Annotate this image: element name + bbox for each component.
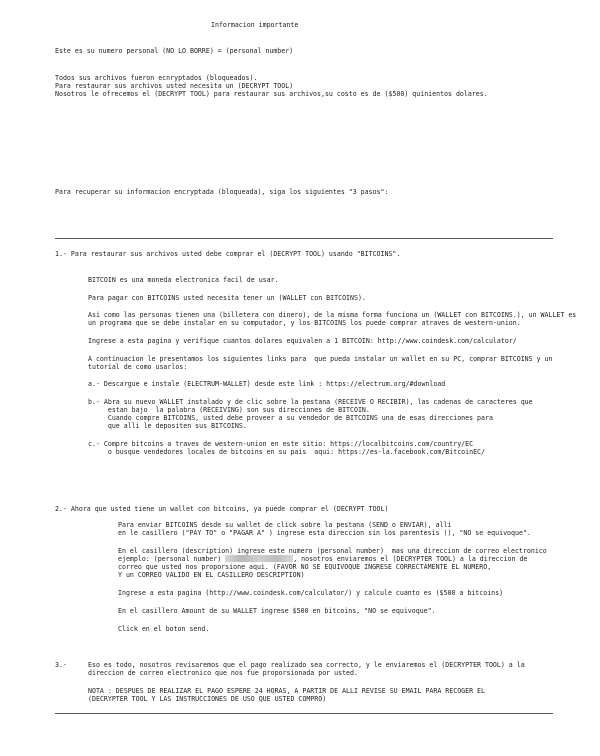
step3-text: direccion de correo electronico que nos fue proporsionada por usted. xyxy=(88,669,358,677)
step1-item-b: Cuando compre BITCOINS, usted debe proveer a su vendedor de BITCOINS una de esas direcciones para xyxy=(88,414,493,422)
step1-paragraph: Asi como las personas tienen una (billetera con dinero), de la misma forma funciona un (WALLET con BITCOINS.), un WALLET es xyxy=(88,311,577,319)
step1-item-b: estan bajo la palabra (RECEIVING) son sus direcciones de BITCOIN. xyxy=(88,406,370,414)
step2-paragraph: Ingrese a esta pagina (http://www.coindesk.com/calculator/) y calcule cuanto es ($500 a bitcoins) xyxy=(118,589,504,597)
step1-paragraph: un programa que se debe instalar en su computador, y los BITCOINS los puede comprar atraves de western-union. xyxy=(88,319,521,327)
step1-item-c: o busque vendedores locales de bitcoins en su pais aqui: https://es-la.facebook.com/BitcoinEC/ xyxy=(88,448,485,456)
step2-example-suffix: , nosotros enviaremos el (DECRYPTER TOOL) a la direccion de xyxy=(293,555,528,563)
step1-item-c: c.- Compre bitcoins a traves de western-union en este sitio: https://localbitcoins.com/country/EC xyxy=(88,440,474,448)
divider xyxy=(55,238,553,239)
personal-number-line: Este es su numero personal (NO LO BORRE) = (personal number) xyxy=(55,47,294,55)
step1-heading: 1.- Para restaurar sus archivos usted debe comprar el (DECRYPT TOOL) usando "BITCOINS". xyxy=(55,250,401,258)
step3-text: Eso es todo, nosotros revisaremos que el pago realizado sea correcto, y le enviaremos el (DECRYPTER TOOL) a la xyxy=(88,661,525,669)
step2-paragraph: En el casillero Amount de su WALLET ingrese $500 en bitcoins, "NO se equivoque". xyxy=(118,607,436,615)
step2-example-prefix: ejemplo: (personal number) xyxy=(118,555,226,563)
step1-item-b: que alli le depositen sus BITCOINS. xyxy=(88,422,247,430)
step1-item-b: b.- Abra su nuevo WALLET instalado y de clic sobre la pestana (RECEIVE O RECIBIR), las cadenas de caracteres que xyxy=(88,398,533,406)
step3-number: 3.- xyxy=(55,661,67,669)
step1-paragraph: tutorial de como usarlos: xyxy=(88,363,188,371)
steps-intro: Para recuperar su informacion encryptada (bloqueada), siga los siguientes "3 pasos": xyxy=(55,188,389,196)
step1-paragraph: Para pagar con BITCOINS usted necesita tener un (WALLET con BITCOINS). xyxy=(88,294,366,302)
intro-line: Para restaurar sus archivos usted necesita un (DECRYPT TOOL) xyxy=(55,82,294,90)
step1-item-a: a.- Descargue e instale (ELECTRUM-WALLET) desde este link : https://electrum.org/#download xyxy=(88,380,446,388)
step2-paragraph: Y un CORREO VALIDO EN EL CASILLERO DESCRIPTION) xyxy=(118,571,305,579)
step2-example-line xyxy=(118,555,527,563)
step2-paragraph: Click en el boton send. xyxy=(118,625,210,633)
step2-paragraph: Para enviar BITCOINS desde su wallet de click sobre la pestana (SEND o ENVIAR), alli xyxy=(118,521,452,529)
redacted-blur xyxy=(225,555,293,562)
step2-heading: 2.- Ahora que usted tiene un wallet con bitcoins, ya puede comprar el (DECRYPT TOOL) xyxy=(55,505,389,513)
step1-paragraph: A continuacion le presentamos los siguientes links para que pueda instalar un wallet en su PC, comprar BITCOINS y un xyxy=(88,355,553,363)
step1-paragraph: Ingrese a esta pagina y verifique cuantos dolares equivalen a 1 BITCOIN: http://www.coindesk.com/calculator/ xyxy=(88,337,517,345)
step3-note: NOTA : DESPUES DE REALIZAR EL PAGO ESPERE 24 HORAS, A PARTIR DE ALLI REVISE SU EMAIL PARA RECOGER EL xyxy=(88,687,485,695)
step3-note: (DECRYPTER TOOL Y LAS INSTRUCCIONES DE USO QUE USTED COMPRO) xyxy=(88,695,327,703)
step2-paragraph: en le casillero ("PAY TO" o "PAGAR A" ) ingrese esta direccion sin los parentesis (), "NO se equivoque". xyxy=(118,529,531,537)
step1-paragraph: BITCOIN es una moneda electronica facil de usar. xyxy=(88,276,279,284)
divider xyxy=(55,713,553,714)
step2-paragraph: En el casillero (description) ingrese este numero (personal number) mas una direccion de correo electronico xyxy=(118,547,547,555)
intro-line: Todos sus archivos fueron ecnryptados (bloqueados). xyxy=(55,74,258,82)
step2-paragraph: correo que usted nos proporsione aqui. (FAVOR NO SE EQUIVOQUE INGRESE CORRECTAMENTE EL NUMERO, xyxy=(118,563,492,571)
intro-line: Nosotros le ofrecemos el (DECRYPT TOOL) para restaurar sus archivos,su costo es de ($500) quinientos dolares. xyxy=(55,90,488,98)
page-title: Informacion importante xyxy=(211,21,299,29)
